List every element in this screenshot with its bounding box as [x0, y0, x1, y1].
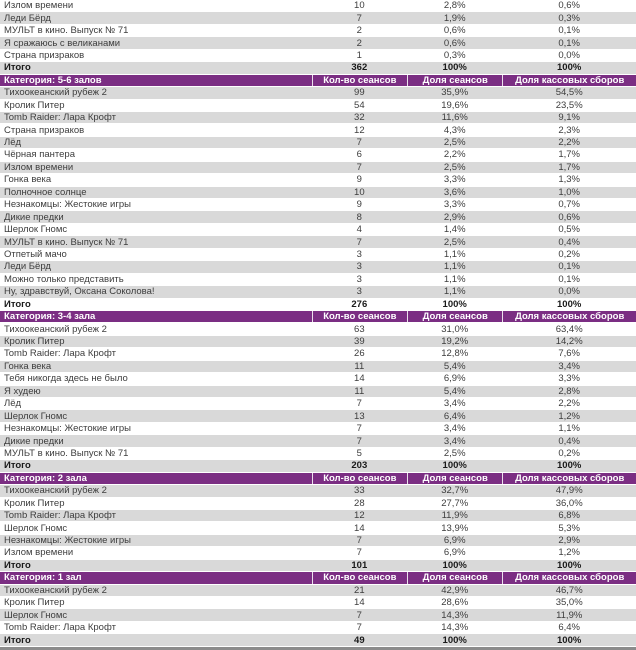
sessions-share-cell: 11,6% — [441, 112, 468, 124]
box-office-share-cell: 0,0% — [558, 49, 580, 61]
table-row — [0, 37, 636, 49]
sessions-count-cell: 7 — [356, 535, 362, 547]
total-row — [0, 634, 636, 646]
sessions-share-cell: 3,4% — [443, 435, 466, 447]
movie-name-cell: Tomb Raider: Лара Крофт — [4, 112, 116, 124]
box-office-share-cell: 100% — [557, 634, 582, 646]
table-row — [0, 323, 636, 335]
sessions-count-cell: 2 — [356, 37, 362, 49]
movie-name-cell: Тихоокеанский рубеж 2 — [4, 87, 107, 99]
table-row — [0, 585, 636, 597]
box-office-share-cell: 0,1% — [558, 37, 580, 49]
box-office-share-cell: 0,2% — [558, 248, 580, 260]
table-row — [0, 261, 636, 273]
box-office-share-cell: 0,5% — [558, 224, 580, 236]
sessions-share-cell: 5,4% — [443, 385, 466, 397]
total-row — [0, 460, 636, 472]
table-row — [0, 361, 636, 373]
sessions-count-cell: 99 — [354, 87, 365, 99]
movie-name-cell: Я худею — [4, 385, 41, 397]
box-office-share-cell: 6,4% — [558, 622, 580, 634]
sessions-count-cell: 8 — [356, 211, 362, 223]
box-office-share-cell: 100% — [557, 298, 582, 310]
table-row — [0, 535, 636, 547]
box-office-share-cell: 0,0% — [558, 286, 580, 298]
sessions-share-cell: 1,1% — [443, 248, 466, 260]
sessions-share-cell: 3,6% — [443, 186, 466, 198]
movie-name-cell: МУЛЬТ в кино. Выпуск № 71 — [4, 447, 129, 459]
column-header-sessions-share: Доля сеансов — [407, 572, 502, 583]
sessions-count-cell: 11 — [354, 360, 365, 372]
box-office-share-cell: 2,2% — [558, 398, 580, 410]
movie-name-cell: Tomb Raider: Лара Крофт — [4, 348, 116, 360]
sessions-share-cell: 31,0% — [441, 323, 469, 335]
sessions-share-cell: 19,2% — [441, 336, 469, 348]
box-office-share-cell: 0,1% — [558, 261, 580, 273]
movie-name-cell: Леди Бёрд — [4, 12, 51, 24]
sessions-count-cell: 12 — [354, 124, 365, 136]
table-row — [0, 410, 636, 422]
movie-name-cell: Кролик Питер — [4, 597, 65, 609]
movie-name-cell: Тихоокеанский рубеж 2 — [4, 323, 107, 335]
sessions-count-cell: 9 — [356, 199, 362, 211]
sessions-count-cell: 362 — [351, 62, 368, 74]
sessions-count-cell: 7 — [356, 622, 362, 634]
column-header-box-office-share: Доля кассовых сборов — [502, 75, 636, 86]
sessions-share-cell: 6,9% — [443, 535, 466, 547]
total-label-cell: Итого — [4, 298, 31, 310]
table-row — [0, 87, 636, 99]
sessions-count-cell: 7 — [356, 609, 362, 621]
sessions-count-cell: 2 — [356, 25, 362, 37]
table-row — [0, 485, 636, 497]
sessions-count-cell: 3 — [356, 286, 362, 298]
sessions-count-cell: 13 — [354, 410, 365, 422]
sessions-share-cell: 100% — [442, 460, 467, 472]
box-office-share-cell: 14,2% — [555, 336, 583, 348]
sessions-share-cell: 3,4% — [443, 398, 466, 410]
category-label: Категория: 2 зала — [4, 472, 87, 484]
column-header-sessions: Кол-во сеансов — [312, 473, 407, 484]
sessions-count-cell: 39 — [354, 336, 365, 348]
movie-name-cell: Тихоокеанский рубеж 2 — [4, 485, 107, 497]
movie-name-cell: Кролик Питер — [4, 497, 65, 509]
table-row — [0, 336, 636, 348]
movie-name-cell: МУЛЬТ в кино. Выпуск № 71 — [4, 25, 129, 37]
sessions-share-cell: 1,1% — [443, 261, 466, 273]
sessions-share-cell: 28,6% — [441, 597, 469, 609]
box-office-share-cell: 6,8% — [558, 510, 580, 522]
box-office-share-cell: 35,0% — [555, 597, 583, 609]
movie-name-cell: Излом времени — [4, 547, 74, 559]
sessions-share-cell: 0,6% — [443, 37, 466, 49]
movie-name-cell: Tomb Raider: Лара Крофт — [4, 510, 116, 522]
sessions-count-cell: 14 — [354, 373, 365, 385]
table-row — [0, 423, 636, 435]
column-header-sessions: Кол-во сеансов — [312, 75, 407, 86]
category-header-row — [0, 473, 636, 485]
sessions-share-cell: 13,9% — [441, 522, 469, 534]
sessions-share-cell: 35,9% — [441, 87, 469, 99]
sessions-share-cell: 1,9% — [443, 12, 466, 24]
box-office-share-cell: 9,1% — [558, 112, 580, 124]
sessions-share-cell: 1,1% — [443, 286, 466, 298]
column-header-sessions-share: Доля сеансов — [407, 75, 502, 86]
box-office-share-cell: 0,2% — [558, 447, 580, 459]
box-office-share-cell: 1,2% — [558, 410, 580, 422]
column-header-sessions-share: Доля сеансов — [407, 311, 502, 322]
table-row — [0, 622, 636, 634]
sessions-share-cell: 2,5% — [443, 236, 466, 248]
movie-name-cell: Незнакомцы: Жестокие игры — [4, 199, 131, 211]
sessions-count-cell: 54 — [354, 99, 365, 111]
sessions-count-cell: 7 — [356, 547, 362, 559]
movie-name-cell: Излом времени — [4, 161, 74, 173]
movie-name-cell: Страна призраков — [4, 124, 85, 136]
movie-name-cell: Шерлок Гномс — [4, 224, 68, 236]
table-row — [0, 224, 636, 236]
sessions-count-cell: 11 — [354, 385, 365, 397]
movie-name-cell: Гонка века — [4, 174, 52, 186]
movie-name-cell: Страна призраков — [4, 49, 85, 61]
total-label-cell: Итого — [4, 634, 31, 646]
box-office-share-cell: 0,3% — [558, 12, 580, 24]
movie-name-cell: Можно только представить — [4, 273, 124, 285]
movie-name-cell: Чёрная пантера — [4, 149, 75, 161]
sessions-share-cell: 100% — [442, 634, 467, 646]
table-row — [0, 12, 636, 24]
table-row — [0, 50, 636, 62]
box-office-share-cell: 100% — [557, 62, 582, 74]
box-office-share-cell: 0,1% — [558, 25, 580, 37]
table-row — [0, 522, 636, 534]
sessions-share-cell: 2,2% — [443, 149, 466, 161]
box-office-share-cell: 1,1% — [558, 423, 580, 435]
sessions-count-cell: 3 — [356, 273, 362, 285]
sessions-count-cell: 12 — [354, 510, 365, 522]
movie-name-cell: Шерлок Гномс — [4, 609, 68, 621]
sessions-count-cell: 7 — [356, 137, 362, 149]
box-office-share-cell: 1,7% — [558, 161, 580, 173]
sessions-share-cell: 6,9% — [443, 547, 466, 559]
movie-name-cell: Незнакомцы: Жестокие игры — [4, 535, 131, 547]
sessions-share-cell: 4,3% — [443, 124, 466, 136]
table-row — [0, 137, 636, 149]
table-row — [0, 498, 636, 510]
total-label-cell: Итого — [4, 460, 31, 472]
movie-name-cell: Незнакомцы: Жестокие игры — [4, 423, 131, 435]
sessions-share-cell: 2,5% — [443, 161, 466, 173]
movie-name-cell: Шерлок Гномс — [4, 522, 68, 534]
box-office-share-cell: 0,4% — [558, 236, 580, 248]
movie-name-cell: Кролик Питер — [4, 336, 65, 348]
table-row — [0, 510, 636, 522]
category-label: Категория: 1 зал — [4, 572, 82, 584]
movie-name-cell: Дикие предки — [4, 211, 64, 223]
sessions-share-cell: 6,9% — [443, 373, 466, 385]
box-office-share-cell: 1,2% — [558, 547, 580, 559]
box-office-share-cell: 5,3% — [558, 522, 580, 534]
sessions-share-cell: 1,1% — [443, 273, 466, 285]
movie-name-cell: Ну, здравствуй, Оксана Соколова! — [4, 286, 155, 298]
box-office-share-cell: 47,9% — [555, 485, 583, 497]
total-row — [0, 560, 636, 572]
table-row — [0, 0, 636, 12]
table-row — [0, 236, 636, 248]
movie-name-cell: МУЛЬТ в кино. Выпуск № 71 — [4, 236, 129, 248]
box-office-share-cell: 0,7% — [558, 199, 580, 211]
sessions-count-cell: 7 — [356, 435, 362, 447]
movie-name-cell: Леди Бёрд — [4, 261, 51, 273]
box-office-share-cell: 36,0% — [555, 497, 583, 509]
category-header-row — [0, 75, 636, 87]
movie-name-cell: Я сражаюсь с великанами — [4, 37, 121, 49]
box-office-share-cell: 11,9% — [556, 609, 583, 621]
table-row — [0, 286, 636, 298]
box-office-share-cell: 100% — [557, 460, 582, 472]
sessions-share-cell: 2,8% — [443, 0, 466, 12]
table-row — [0, 609, 636, 621]
table-row — [0, 448, 636, 460]
sessions-count-cell: 101 — [351, 559, 368, 571]
sessions-count-cell: 203 — [351, 460, 368, 472]
movie-name-cell: Дикие предки — [4, 435, 64, 447]
category-header-row — [0, 311, 636, 323]
sessions-share-cell: 14,3% — [441, 622, 469, 634]
table-row — [0, 274, 636, 286]
sessions-share-cell: 3,4% — [443, 423, 466, 435]
movie-name-cell: Tomb Raider: Лара Крофт — [4, 622, 116, 634]
table-row — [0, 174, 636, 186]
sessions-count-cell: 1 — [356, 49, 362, 61]
box-office-share-cell: 1,7% — [558, 149, 580, 161]
box-office-share-cell: 54,5% — [555, 87, 583, 99]
box-office-share-cell: 23,5% — [555, 99, 583, 111]
table-row — [0, 149, 636, 161]
category-label: Категория: 3-4 зала — [4, 311, 96, 323]
table-bottom-border — [0, 647, 636, 650]
box-office-share-cell: 7,6% — [558, 348, 580, 360]
sessions-count-cell: 14 — [354, 597, 365, 609]
box-office-share-cell: 2,9% — [558, 535, 580, 547]
category-header-row — [0, 572, 636, 584]
movie-name-cell: Тебя никогда здесь не было — [4, 373, 128, 385]
box-office-share-cell: 63,4% — [555, 323, 583, 335]
sessions-count-cell: 3 — [356, 261, 362, 273]
table-row — [0, 25, 636, 37]
column-header-sessions-share: Доля сеансов — [407, 473, 502, 484]
movie-name-cell: Лёд — [4, 137, 22, 149]
movie-name-cell: Отпетый мачо — [4, 248, 67, 260]
box-office-share-cell: 1,0% — [558, 186, 580, 198]
box-office-share-cell: 1,3% — [558, 174, 580, 186]
table-row — [0, 435, 636, 447]
sessions-share-cell: 27,7% — [441, 497, 469, 509]
sessions-count-cell: 10 — [354, 186, 365, 198]
sessions-count-cell: 3 — [356, 248, 362, 260]
movie-name-cell: Кролик Питер — [4, 99, 65, 111]
sessions-count-cell: 63 — [354, 323, 365, 335]
sessions-count-cell: 10 — [354, 0, 365, 12]
movie-name-cell: Полночное солнце — [4, 186, 87, 198]
sessions-count-cell: 33 — [354, 485, 365, 497]
box-office-share-cell: 2,2% — [558, 137, 580, 149]
movie-name-cell: Лёд — [4, 398, 22, 410]
sessions-count-cell: 7 — [356, 423, 362, 435]
box-office-share-cell: 0,6% — [558, 0, 580, 12]
sessions-share-cell: 100% — [442, 298, 467, 310]
sessions-share-cell: 100% — [442, 62, 467, 74]
table-row — [0, 249, 636, 261]
sessions-count-cell: 26 — [354, 348, 365, 360]
sessions-share-cell: 6,4% — [443, 410, 466, 422]
sessions-share-cell: 14,3% — [441, 609, 469, 621]
movie-name-cell: Гонка века — [4, 360, 52, 372]
sessions-share-cell: 100% — [442, 559, 467, 571]
table-row — [0, 398, 636, 410]
table-row — [0, 124, 636, 136]
box-office-share-cell: 3,4% — [558, 360, 580, 372]
column-header-sessions: Кол-во сеансов — [312, 311, 407, 322]
table-row — [0, 373, 636, 385]
sessions-share-cell: 19,6% — [441, 99, 469, 111]
movie-name-cell: Тихоокеанский рубеж 2 — [4, 584, 107, 596]
table-row — [0, 597, 636, 609]
sessions-share-cell: 0,3% — [443, 49, 466, 61]
sessions-share-cell: 12,8% — [441, 348, 469, 360]
box-office-share-cell: 100% — [557, 559, 582, 571]
table-row — [0, 386, 636, 398]
sessions-share-cell: 3,3% — [443, 199, 466, 211]
table-row — [0, 112, 636, 124]
sessions-count-cell: 32 — [354, 112, 365, 124]
sessions-count-cell: 7 — [356, 398, 362, 410]
table-row — [0, 187, 636, 199]
total-row — [0, 62, 636, 74]
column-header-box-office-share: Доля кассовых сборов — [502, 473, 636, 484]
sessions-count-cell: 21 — [354, 584, 365, 596]
column-header-box-office-share: Доля кассовых сборов — [502, 572, 636, 583]
sessions-share-cell: 2,9% — [443, 211, 466, 223]
sessions-share-cell: 2,5% — [443, 447, 466, 459]
sessions-share-cell: 5,4% — [443, 360, 466, 372]
column-header-sessions: Кол-во сеансов — [312, 572, 407, 583]
total-row — [0, 299, 636, 311]
sessions-count-cell: 9 — [356, 174, 362, 186]
sessions-share-cell: 32,7% — [441, 485, 469, 497]
total-label-cell: Итого — [4, 559, 31, 571]
sessions-count-cell: 14 — [354, 522, 365, 534]
table-row — [0, 547, 636, 559]
box-office-share-cell: 2,8% — [558, 385, 580, 397]
movie-name-cell: Шерлок Гномс — [4, 410, 68, 422]
box-office-share-cell: 2,3% — [558, 124, 580, 136]
sessions-count-cell: 276 — [351, 298, 368, 310]
sessions-count-cell: 5 — [356, 447, 362, 459]
sessions-count-cell: 7 — [356, 161, 362, 173]
movie-name-cell: Излом времени — [4, 0, 74, 12]
sessions-share-cell: 42,9% — [441, 584, 469, 596]
box-office-share-cell: 0,1% — [558, 273, 580, 285]
category-label: Категория: 5-6 залов — [4, 74, 102, 86]
box-office-share-cell: 0,4% — [558, 435, 580, 447]
sessions-share-cell: 2,5% — [443, 137, 466, 149]
table-row — [0, 162, 636, 174]
box-office-share-cell: 3,3% — [558, 373, 580, 385]
sessions-share-cell: 11,9% — [441, 510, 468, 522]
sessions-count-cell: 7 — [356, 12, 362, 24]
sessions-count-cell: 49 — [354, 634, 365, 646]
sessions-count-cell: 6 — [356, 149, 362, 161]
table-row — [0, 211, 636, 223]
sessions-share-cell: 0,6% — [443, 25, 466, 37]
table-row — [0, 199, 636, 211]
box-office-share-cell: 46,7% — [555, 584, 583, 596]
table-row — [0, 100, 636, 112]
sessions-share-cell: 3,3% — [443, 174, 466, 186]
column-header-box-office-share: Доля кассовых сборов — [502, 311, 636, 322]
box-office-share-cell: 0,6% — [558, 211, 580, 223]
sessions-count-cell: 4 — [356, 224, 362, 236]
sessions-count-cell: 7 — [356, 236, 362, 248]
sessions-share-cell: 1,4% — [443, 224, 466, 236]
sessions-count-cell: 28 — [354, 497, 365, 509]
table-row — [0, 348, 636, 360]
total-label-cell: Итого — [4, 62, 31, 74]
